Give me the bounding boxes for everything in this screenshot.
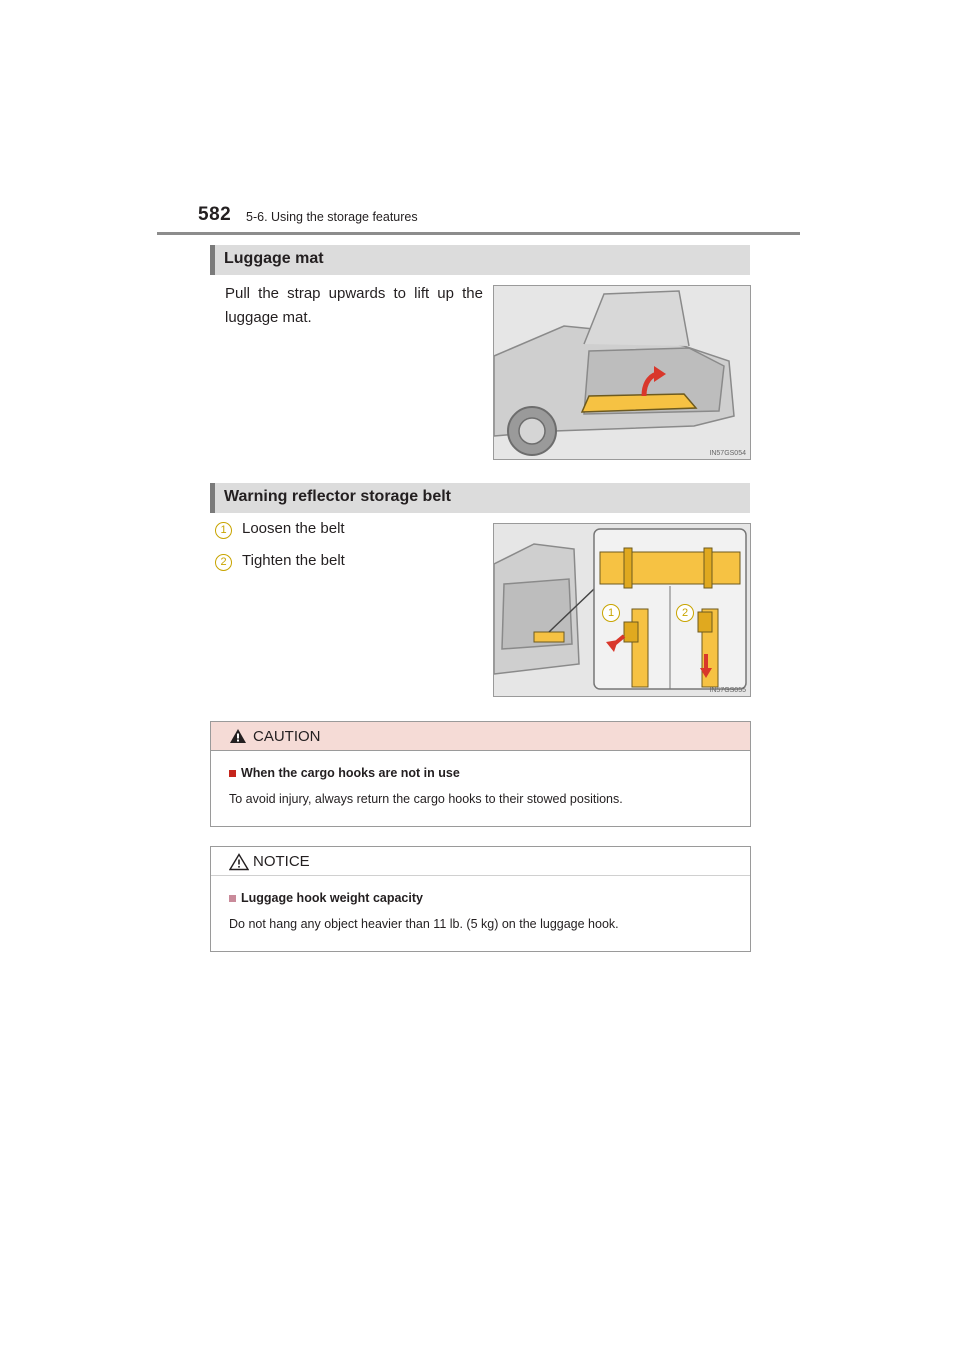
caution-text: To avoid injury, always return the cargo hooks to their stowed positions.: [229, 792, 623, 806]
car-trunk-luggage-mat-figure: [494, 286, 750, 459]
caution-subtitle: When the cargo hooks are not in use: [241, 766, 460, 780]
caution-title: CAUTION: [253, 728, 321, 745]
figure-code: IN57GS054: [709, 450, 746, 457]
luggage-mat-instructions: Pull the strap upwards to lift up the luggage mat.: [225, 285, 483, 326]
caution-box: [210, 721, 751, 827]
step-label: Tighten the belt: [242, 552, 345, 569]
page-number: 582: [198, 204, 232, 225]
reflector-belt-figure: [494, 524, 750, 696]
section-title: Warning reflector storage belt: [224, 488, 451, 505]
notice-header: [211, 847, 750, 876]
notice-subtitle: Luggage hook weight capacity: [241, 891, 423, 905]
figure-code: IN57GS055: [709, 687, 746, 694]
notice-title: NOTICE: [253, 853, 310, 870]
section-luggage-mat-bar: [210, 245, 750, 275]
section-title: Luggage mat: [224, 250, 324, 267]
step-label: Loosen the belt: [242, 520, 345, 537]
caution-bullet-icon: [229, 770, 236, 777]
luggage-mat-illustration: [493, 285, 751, 460]
step-number: 1: [215, 522, 232, 539]
reflector-belt-illustration: [493, 523, 751, 697]
step-number: 2: [215, 554, 232, 571]
notice-text: Do not hang any object heavier than 11 lb. (5 kg) on the luggage hook.: [229, 917, 619, 931]
chapter-title: 5-6. Using the storage features: [246, 210, 418, 224]
section-reflector-belt-bar: [210, 483, 750, 513]
callout-2: 2: [676, 604, 694, 622]
caution-header: [211, 722, 750, 751]
header-divider: [157, 232, 800, 235]
notice-box: [210, 846, 751, 952]
callout-1: 1: [602, 604, 620, 622]
notice-triangle-icon: [229, 853, 249, 871]
notice-bullet-icon: [229, 895, 236, 902]
warning-triangle-icon: [229, 728, 247, 744]
